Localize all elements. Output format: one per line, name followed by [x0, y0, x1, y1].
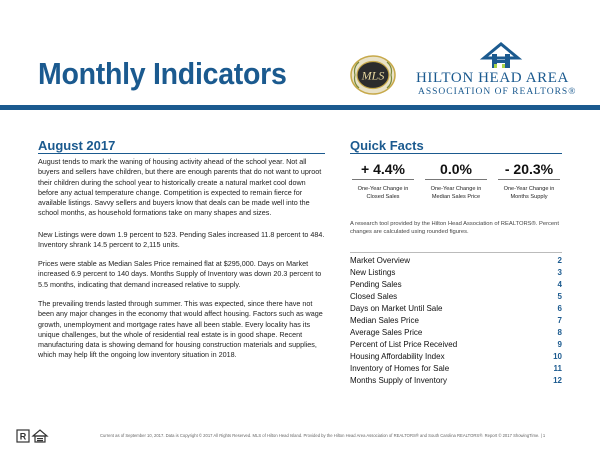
fact-value: + 4.4% [361, 161, 405, 177]
footer-copyright: Current as of September 10, 2017. Data is Copyright © 2017 All Rights Reserved. MLS of Hilton Head Island. Provided by the Hilton Head Area Association of REALTORS® and South Carolina REALTORS®. Report © 2017 ShowingTime. | 1 [100, 433, 546, 438]
toc-label: Closed Sales [350, 292, 398, 301]
toc-item[interactable] [350, 291, 562, 303]
toc-item[interactable] [350, 267, 562, 279]
toc-page-number: 11 [553, 364, 562, 373]
toc-item[interactable] [350, 351, 562, 363]
toc-label: New Listings [350, 268, 396, 277]
svg-text:MLS: MLS [361, 68, 385, 83]
toc-item[interactable] [350, 327, 562, 339]
fact-caption-line: Closed Sales [366, 193, 400, 200]
left-heading-divider [38, 153, 325, 154]
toc-item[interactable] [350, 303, 562, 315]
paragraph-prices: Prices were stable as Median Sales Price remained flat at $295,000. Days on Market increased 6.9 percent to 140 days. Months Supply of Inventory was down 20.3 percent to 5.5 months, indicating that demand increased relative to supply. [38, 259, 322, 289]
org-name: HILTON HEAD AREA [416, 70, 569, 86]
toc-item[interactable] [350, 339, 562, 351]
toc-label: Months Supply of Inventory [350, 376, 447, 385]
realtor-r-icon [17, 430, 29, 442]
fact-value: 0.0% [440, 161, 472, 177]
toc-page-number: 2 [557, 256, 562, 265]
paragraph-trends: The prevailing trends lasted through summer. This was expected, since there have not been any major changes in the economy that would affect housing. Factors such as wage growth, unemployment and mortgage rates have all been stable. Every locality has its unique challenges, but the whole of residential real estate is in good shape. Recent manufacturing data is showing demand for housing construction materials and supplies, which may help lift the ongoing low inventory situation in 2018. [38, 299, 323, 360]
fact-caption-line: One-Year Change in [357, 186, 409, 192]
fact-caption-line: One-Year Change in [430, 186, 482, 192]
fact-caption-line: Median Sales Price [431, 193, 481, 200]
fact-caption [421, 186, 491, 201]
toc-page-number: 7 [557, 316, 562, 325]
title-divider [0, 105, 600, 110]
toc-item[interactable] [350, 375, 562, 387]
fact-caption-line: Months Supply [510, 193, 548, 200]
paragraph-intro: August tends to mark the waning of housing activity ahead of the school year. Not all buyers and sellers have children, but there are enough parents that do not want to uproot their children during the school year to historically create a natural market cool down before any actual temperature change. Competition is expected to remain fierce for available listings. Savvy sellers and buyers know that deals can be made well into the school months, as household formations take on many shapes and sizes. [38, 157, 322, 218]
toc-label: Market Overview [350, 256, 411, 265]
paragraph-listings: New Listings were down 1.9 percent to 523. Pending Sales increased 11.8 percent to 484. Inventory shrank 14.5 percent to 2,115 units. [38, 230, 325, 250]
fact-caption [494, 186, 564, 201]
toc-page-number: 12 [553, 376, 562, 385]
page-title: Monthly Indicators [38, 56, 287, 91]
mls-seal-logo [350, 55, 396, 95]
toc-item[interactable] [350, 315, 562, 327]
toc-page-number: 3 [557, 268, 562, 277]
fact-value: - 20.3% [504, 161, 554, 177]
toc-label: Percent of List Price Received [350, 340, 458, 349]
toc-label: Housing Affordability Index [350, 352, 445, 361]
org-subtitle: ASSOCIATION OF REALTORS® [418, 87, 577, 97]
toc-item[interactable] [350, 363, 562, 375]
toc-label: Median Sales Price [350, 316, 419, 325]
footer-icons [16, 429, 56, 443]
toc-label: Days on Market Until Sale [350, 304, 443, 313]
fact-separator [425, 179, 487, 180]
toc-top-divider [350, 252, 562, 253]
toc-item[interactable] [350, 279, 562, 291]
report-month-heading: August 2017 [38, 138, 116, 153]
toc-label: Average Sales Price [350, 328, 423, 337]
toc-label: Pending Sales [350, 280, 402, 289]
fact-separator [352, 179, 414, 180]
toc-page-number: 10 [553, 352, 562, 361]
quick-facts-divider [350, 153, 562, 154]
fact-caption [348, 186, 418, 201]
toc-label: Inventory of Homes for Sale [350, 364, 450, 373]
quick-facts-heading: Quick Facts [350, 138, 424, 153]
equal-housing-icon [33, 430, 47, 442]
fact-caption-line: One-Year Change in [503, 186, 555, 192]
research-note: A research tool provided by the Hilton Head Association of REALTORS®. Percent changes are calculated using rounded figures. [350, 221, 559, 235]
toc-page-number: 8 [557, 328, 562, 337]
toc-page-number: 6 [557, 304, 562, 313]
svg-text:R: R [19, 431, 27, 442]
toc-page-number: 4 [557, 280, 562, 289]
toc-page-number: 9 [557, 340, 562, 349]
toc-item[interactable] [350, 255, 562, 267]
fact-separator [498, 179, 560, 180]
toc-page-number: 5 [557, 292, 562, 301]
